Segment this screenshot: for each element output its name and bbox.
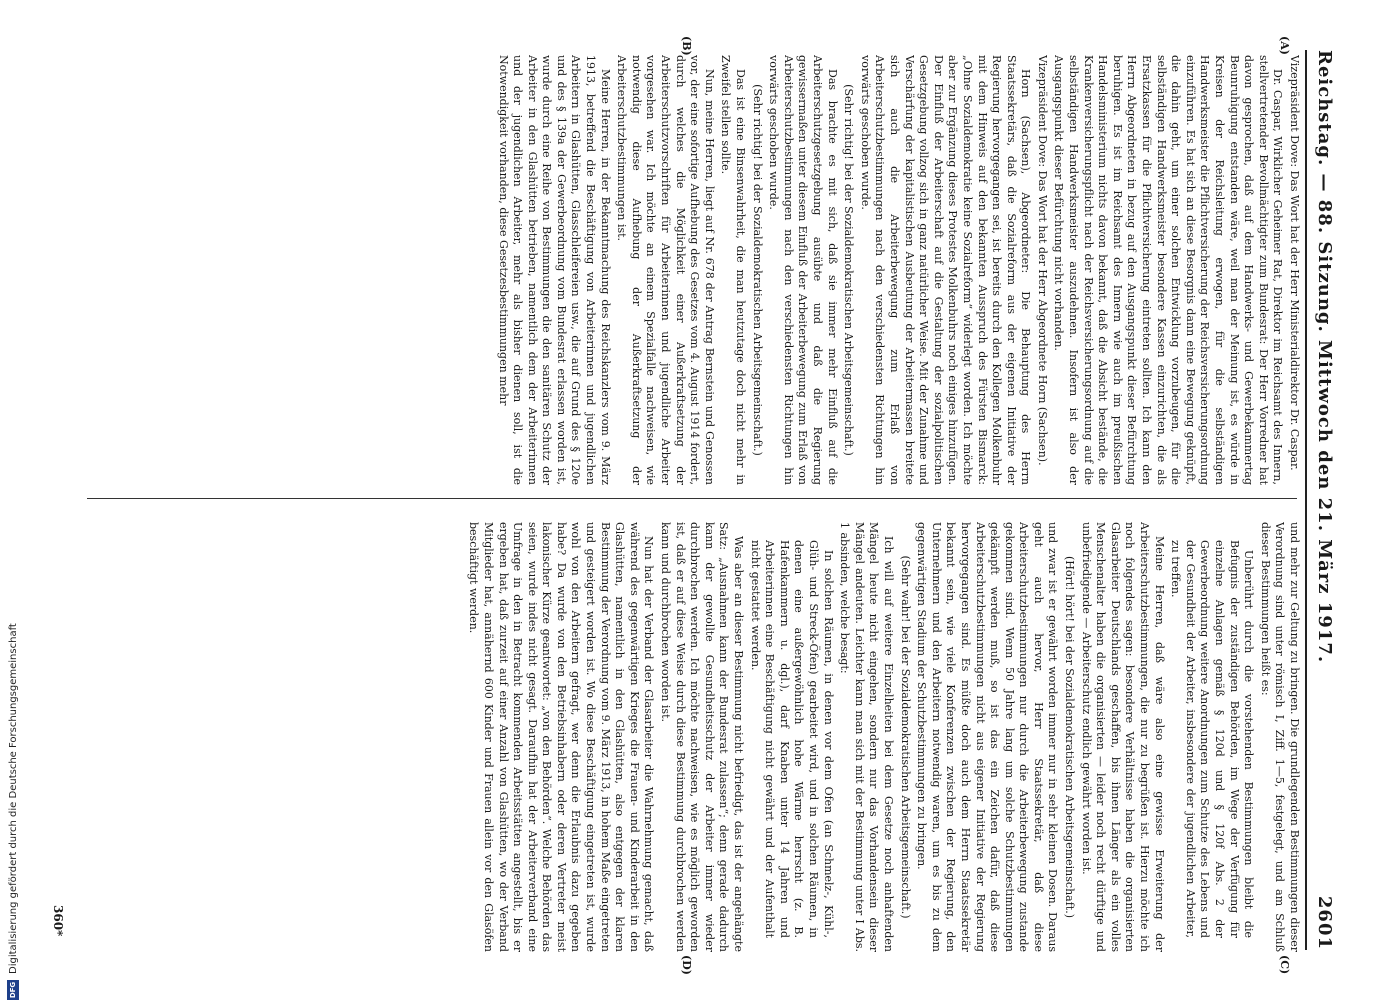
- interjection: (Sehr richtig! bei der Sozialdemokratischen Arbeitsgemeinschaft.): [750, 84, 764, 456]
- left-text-column: [76, 55, 1301, 485]
- right-text-column: [76, 522, 1301, 952]
- dfg-logo-icon: DFG: [9, 981, 17, 999]
- digitization-credit: [2, 10, 24, 1000]
- paragraph: Nun, meine Herren, liegt auf Nr. 678 der Antrag Bernstein und Genossen vor, der eine sofortige Aufhebung des Gesetzes vom 4. August 1914 fordert, durch welches die Möglichkeit einer Außerkraftsetzung der Arbeiterschutzvorschriften für Arbeiterinnen und jugendliche Arbeiter vorgesehen war. Ich möchte an einem Spezialfalle nachweisen, wie notwendig diese Aufhebung der Außerkraftsetzung der Arbeiterschutzbestimmungen ist.: [615, 55, 716, 485]
- paragraph: Das ist eine Binsenwahrheit, die man heutzutage doch nicht mehr in Zweifel stellen sollte.: [719, 55, 748, 485]
- header-page-number: 2601: [1314, 895, 1335, 950]
- paragraph: Vizepräsident Dove: Das Wort hat der Herr Abgeordnete Horn (Sachsen).: [1035, 55, 1049, 466]
- paragraph: und mehr zur Geltung zu bringen. Die grundlegenden Bestimmungen dieser Verordnung sind unter römisch I, Ziff. 1—5, festgelegt, und am Schluß dieser Bestimmungen heißt es:: [1258, 522, 1301, 952]
- paragraph: Meine Herren, daß wäre also eine gewisse Erweiterung der Arbeiterschutzbestimmungen, die nur zu begrüßen ist. Hierzu möchte ich noch folgendes sagen: besondere Verhältnisse haben die organisierten Glasarbeiter Deutschlands geschaffen, bis ihnen Länger als ein volles Menschenalter haben die organisierten — leider noch recht dürftige und unbefriedigende — Arbeiterschutz endlich gewährt worden ist.: [1079, 522, 1166, 952]
- margin-marker-c: (C): [1278, 955, 1291, 975]
- paragraph: Was aber an dieser Bestimmung nicht befriedigt, das ist der angehängte Satz: „Ausnahmen kann der Bundesrat zulassen“; denn gerade dadurch kann der gewollte Gesundheitsschutz der Arbeiter immer wieder durchbrochen werden. Ich möchte nachweisen, wie es möglich geworden ist, daß er auf diese Weise durch diese Bestimmung durchbrochen werden kann und durchbrochen worden ist.: [659, 522, 746, 952]
- paragraph: Das brachte es mit sich, daß sie immer mehr Einfluß auf die Arbeiterschutzgesetzgebung ausübte und daß die Regierung gewissermaßen unter diesem Einfluß der Arbeiterbewegung zum Erlaß von Arbeiterschutzbestimmungen nach den verschiedensten Richtungen hin vorwärts geschoben wurde.: [767, 55, 839, 485]
- interjection: (Sehr wahr! bei der Sozialdemokratischen Arbeitsgemeinschaft.): [898, 555, 912, 919]
- paragraph: und zwar ist er gewährt worden immer nur in sehr kleinen Dosen. Daraus geht auch hervor, Herr Staatssekretär, daß diese Arbeiterschutzbestimmungen nur durch die Arbeiterbewegung zustande gekommen sind. Wenn 50 Jahre lang um solche Schutzbestimmungen gekämpft werden muß, so ist das ein Zeichen dafür, daß diese Arbeiterschutzbestimmungen nicht aus eigener Initiative der Regierung hervorgegangen sind. Es müßte doch auch dem Herrn Staatssekretär bekannt sein, wie viele Konferenzen zwischen der Regierung, den Unternehmern und den Arbeitern notwendig waren, um es bis zu dem gegenwärtigen Stadium der Schutzbestimmungen zu bringen.: [915, 522, 1060, 952]
- paragraph: Vizepräsident Dove: Das Wort hat der Herr Ministerialdirektor Dr. Caspar.: [1288, 55, 1301, 471]
- paragraph: Ich will auf weitere Einzelheiten bei dem Gesetze noch anhaftenden Mängel heute nicht eingehen, sondern nur das Vorhandensein dieser Mängel andeuten. Leichter kann man sich mit der Bestimmung unter I Abs. 1 absinden, welche besagt:: [838, 522, 895, 952]
- margin-marker-d: (D): [680, 955, 693, 975]
- column-divider: [87, 498, 1297, 499]
- margin-marker-b: (B): [680, 36, 693, 56]
- quoted-paragraph: Unberührt durch die vorstehenden Bestimmungen bleibt die Befugnis der zuständigen Behörden, im Wege der Verfügung für einzelne Anlagen gemäß § 120d und § 120f Abs. 2 der Gewerbeordnung weitere Anordnungen zum Schutze des Lebens und der Gesundheit der Arbeiter, insbesondere der jugendlichen Arbeiter, zu treffen.: [1169, 540, 1256, 938]
- paragraph: Nun hat der Verband der Glasarbeiter die Wahrnehmung gemacht, daß während des gegenwärtigen Krieges die Frauen- und Kinderarbeit in den Glashütten, namentlich in den Glashütten, also entgegen der klaren Bestimmung der Verordnung vom 9. März 1913, in hohem Maße eingetreten und gesteigert worden ist. Wo diese Beschäftigung eingetreten ist, wurde wohl von den Arbeitern gefragt, wer denn die Erlaubnis dazu gegeben habe? Da wurde von den Betriebsinhabern oder deren Vertreter meist lakonischer Kürze geantwortet: „von den Behörden“. Welche Behörden das seien, wurde indes nicht gesagt. Daraufhin hat der Arbeiterverband eine Umfrage in den in Betracht kommenden Arbeitsstätten angestellt, bis er ergeben hat, daß zurzeit auf einer Anzahl von Glashütten, wo der Verband Mitglieder hat, annähernd 600 Kinder und Frauen allein vor den Glasöfen beschäftigt werden.: [467, 522, 656, 952]
- paragraph: Dr. Caspar, Wirklicher Geheimer Rat, Direktor im Reichsamt des Innern, stellvertretender Bevollmächtigter zum Bundesrat: Der Herr Vorredner hat davon gesprochen, daß auf dem Handwerks- und Gewerbekammertag Beunruhigung entstanden wäre, weil man der Meinung ist, es würde in Kreisen der Reichsleitung erwogen, für die selbständigen Handwerksmeister die Pflichtversicherung der Reichsversicherungsordnung einzuführen. Es hat sich an diese Besorgnis dann eine Bewegung geknüpft, die dahin geht, um einer solchen Entwicklung vorzubeugen, für die selbständigen Handwerksmeister besondere Kassen einzurichten, die als Ersatzkassen für die Pflichtversicherung eintreten sollten. Ich kann den Herrn Abgeordneten in bezug auf den Ausgangspunkt dieser Befürchtung beruhigen. Es ist im Reichsamt des Innern wie auch im preußischen Handelsministerium nichts davon bekannt, daß die Absicht bestände, die Krankenversicherungspflicht nach der Reichsversicherungsordnung auf die selbständigen Handwerksmeister auszudehnen. Insofern ist also der Ausgangspunkt dieser Befürchtung nicht vorhanden.: [1052, 55, 1285, 485]
- signature-number: 360*: [51, 905, 65, 937]
- quoted-paragraph: In solchen Räumen, in denen vor dem Ofen (an Schmelz-, Kühl-, Glüh- und Streck-Öfen) gearbeitet wird, und in solchen Räumen, in denen eine außergewöhnlich hohe Wärme herrscht (z. B. Hafenkammern u. dgl.), darf Knaben unter 14 Jahren und Arbeiterinnen eine Beschäftigung nicht gewährt und der Aufenthalt nicht gestattet werden.: [748, 540, 835, 938]
- interjection: (Sehr richtig! bei der Sozialdemokratischen Arbeitsgemeinschaft.): [842, 84, 856, 456]
- header-session-title: Reichstag. — 88. Sitzung. Mittwoch den 21. März 1917.: [1314, 50, 1335, 664]
- header-rule: [1305, 50, 1307, 950]
- margin-marker-a: (A): [1278, 36, 1291, 55]
- paragraph: Horn (Sachsen), Abgeordneter: Die Behauptung des Herrn Staatssekretärs, daß die Sozialreform aus der eigenen Initiative der Regierung hervorgegangen sei, ist bereits durch den Kollegen Molkenbuhr mit dem Hinweis auf den bekannten Ausspruch des Fürsten Bismarck: „Ohne Sozialdemokratie keine Sozialreform“ widerlegt worden. Ich möchte aber zur Ergänzung dieses Protestes Molkenbuhrs noch einiges hinzufügen. Der Einfluß der Arbeiterschaft auf die Gestaltung der sozialpolitischen Gesetzgebung vollzog sich in ganz natürlicher Weise. Mit der Zunahme und Verschärfung der kapitalistischen Ausbeutung der Arbeitermassen breitete sich auch die Arbeiterbewegung zum Erlaß von Arbeiterschutzbestimmungen nach den verschiedensten Richtungen hin vorwärts geschoben wurde.: [858, 55, 1033, 485]
- page-header: [1309, 50, 1335, 950]
- credit-text: Digitalisierung gefördert durch die Deutsche Forschungsgemeinschaft: [7, 623, 19, 974]
- interjection: (Hört! hört! bei der Sozialdemokratischen Arbeitsgemeinschaft.): [1063, 556, 1077, 918]
- paragraph: Meine Herren, in der Bekanntmachung des Reichskanzlers vom 9. März 1913, betreffend die Beschäftigung von Arbeiterinnen und jugendlichen Arbeitern in Glashütten, Glasschleifereien usw., die auf Grund des § 120e und des § 139a der Gewerbeordnung vom Bundesrat erlassen worden ist, wurde durch eine Reihe von Bestimmungen die den sanitären Schutz der Arbeiter in den Glashütten betrieben, namentlich dem der Arbeiterinnen und der jugendlichen Arbeiter, mehr als bisher dienen soll, ist die Notwendigkeit vorhanden, diese Gesetzesbestimmungen mehr: [496, 55, 612, 485]
